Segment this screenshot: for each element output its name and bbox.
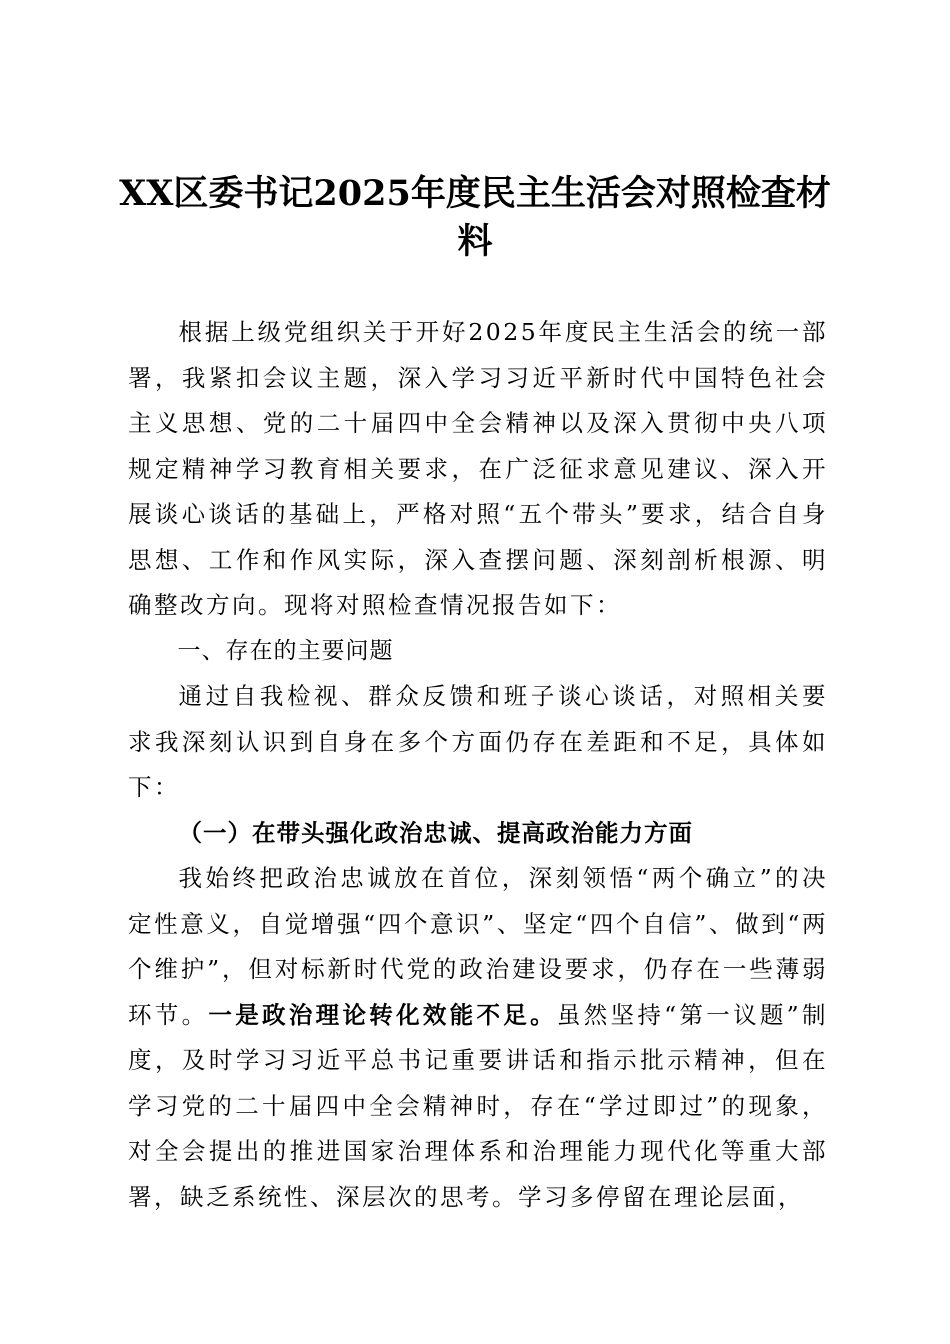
point-one-heading: 一是政治理论转化效能不足。 [208, 1000, 557, 1029]
section-heading [128, 629, 828, 675]
section-intro-paragraph: 通过自我检视、群众反馈和班子谈心谈话，对照相关要求我深刻认识到自身在多个方面仍存在差距和不足，具体如下： [128, 682, 828, 801]
paragraph-lead-text: 我始终把政治忠诚放在首位，深刻领悟“两个确立”的决定性意义，自觉增强“四个意识”、坚定“四个自信”、做到“两个维护”，但对标新时代党的政治建设要求，仍存在一些薄弱环节。 [128, 864, 828, 1029]
subsection-heading-text: （一）在带头强化政治忠诚、提高政治能力方面 [178, 818, 694, 847]
section-heading-text: 一、存在的主要问题 [177, 637, 394, 664]
document-title: XX区委书记2025年度民主生活会对照检查材料 [119, 173, 831, 262]
subsection-heading [128, 811, 828, 857]
paragraph-detail-text: 虽然坚持“第一议题”制度，及时学习习近平总书记重要讲话和指示批示精神，但在学习党的二十届四中全会精神时，存在“学过即过”的现象，对全会提出的推进国家治理体系和治理能力现代化等重大部署，缺乏系统性、深层次的思考。学习多停留在理论层面， [128, 1000, 828, 1211]
document-body [128, 310, 828, 1220]
intro-paragraph: 根据上级党组织关于开好2025年度民主生活会的统一部署，我紧扣会议主题，深入学习习近平新时代中国特色社会主义思想、党的二十届四中全会精神以及深入贯彻中央八项规定精神学习教育相关要求，在广泛征求意见建议、深入开展谈心谈话的基础上，严格对照“五个带头”要求，结合自身思想、工作和作风实际，深入查摆问题、深刻剖析根源、明确整改方向。现将对照检查情况报告如下： [128, 318, 828, 619]
political-loyalty-paragraph [128, 856, 828, 1220]
